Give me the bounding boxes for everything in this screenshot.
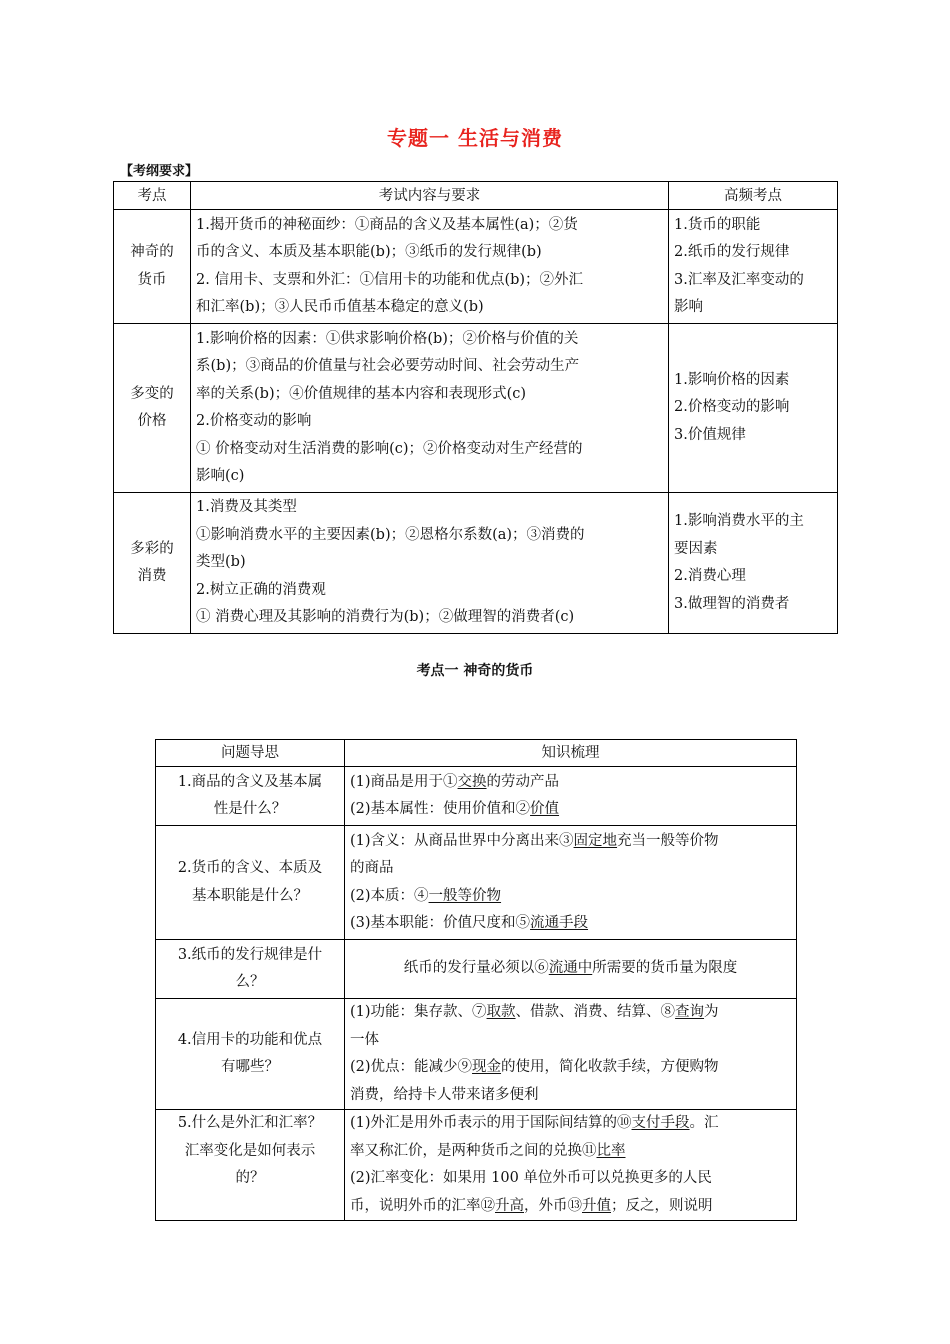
table-row [156, 1110, 797, 1221]
table-row [156, 940, 797, 999]
answer-blank: 查询 [675, 1004, 705, 1020]
table-header-row [156, 740, 797, 767]
header-content: 考试内容与要求 [191, 182, 669, 210]
hot-cell: 1.影响消费水平的主 要因素 2.消费心理 3.做理智的消费者 [669, 493, 838, 634]
header-knowledge: 知识梳理 [345, 740, 797, 767]
answer-blank: 现金 [472, 1059, 502, 1075]
requirements-label: 【考纲要求】 [120, 164, 199, 179]
answer-cell: (1)外汇是用外币表示的用于国际间结算的⑩支付手段。汇 率又称汇价，是两种货币之间的兑换⑪比率 (2)汇率变化：如果用 100 单位外币可以兑换更多的人民 币，说明外币的汇率⑫升高，外币⑬升值；反之，则说明 [345, 1110, 797, 1221]
content-cell: 1.影响价格的因素：①供求影响价格(b)；②价格与价值的关 系(b)；③商品的价值量与社会必要劳动时间、社会劳动生产 率的关系(b)；④价值规律的基本内容和表现形式(c) 2.价格变动的影响 ① 价格变动对生活消费的影响(c)；②价格变动对生产经营的 影响(c) [191, 324, 669, 493]
answer-blank: 支付手段 [631, 1115, 690, 1131]
answer-cell: 纸币的发行量必须以⑥流通中所需要的货币量为限度 [345, 940, 797, 999]
hot-cell: 1.影响价格的因素 2.价格变动的影响 3.价值规律 [669, 324, 838, 493]
header-topic: 考点 [114, 182, 191, 210]
table-row [114, 324, 838, 493]
hot-cell: 1.货币的职能 2.纸币的发行规律 3.汇率及汇率变动的 影响 [669, 210, 838, 324]
page-title: 专题一 生活与消费 [387, 126, 563, 150]
content-cell: 1.揭开货币的神秘面纱：①商品的含义及基本属性(a)；②货 币的含义、本质及基本职能(b)；③纸币的发行规律(b) 2. 信用卡、支票和外汇：①信用卡的功能和优点(b)；②外汇 和汇率(b)；③人民币币值基本稳定的意义(b) [191, 210, 669, 324]
answer-cell: (1)商品是用于①交换的劳动产品 (2)基本属性：使用价值和②价值 [345, 767, 797, 826]
question-cell: 4.信用卡的功能和优点 有哪些？ [156, 999, 345, 1110]
table-row [156, 826, 797, 940]
syllabus-table [113, 181, 838, 634]
question-cell: 2.货币的含义、本质及 基本职能是什么？ [156, 826, 345, 940]
answer-blank: 取款 [486, 1004, 516, 1020]
answer-blank: 一般等价物 [428, 887, 502, 904]
answer-blank: 价值 [530, 801, 560, 817]
question-cell: 1.商品的含义及基本属 性是什么？ [156, 767, 345, 826]
topic-cell: 多变的 价格 [114, 324, 191, 493]
question-cell: 5.什么是外汇和汇率？ 汇率变化是如何表示 的？ [156, 1110, 345, 1221]
topic-cell: 神奇的 货币 [114, 210, 191, 324]
knowledge-table [155, 739, 797, 1221]
header-question: 问题导思 [156, 740, 345, 767]
table-row [156, 999, 797, 1110]
answer-blank: 交换 [457, 773, 487, 790]
table-header-row [114, 182, 838, 210]
answer-blank: 固定地 [573, 832, 618, 849]
answer-cell: (1)含义：从商品世界中分离出来③固定地充当一般等价物 的商品 (2)本质：④一般等价物 (3)基本职能：价值尺度和⑤流通手段 [345, 826, 797, 940]
table-row [114, 493, 838, 634]
content-cell: 1.消费及其类型 ①影响消费水平的主要因素(b)；②恩格尔系数(a)；③消费的 类型(b) 2.树立正确的消费观 ① 消费心理及其影响的消费行为(b)；②做理智的消费者(c) [191, 493, 669, 634]
answer-blank: 流通手段 [530, 915, 589, 931]
answer-blank: 升值 [582, 1197, 611, 1214]
answer-cell: (1)功能：集存款、⑦取款、借款、消费、结算、⑧查询为 一体 (2)优点：能减少⑨现金的使用，简化收款手续，方便购物 消费，给持卡人带来诸多便利 [345, 999, 797, 1110]
answer-blank: 比率 [596, 1142, 626, 1159]
header-hot: 高频考点 [669, 182, 838, 210]
topic-cell: 多彩的 消费 [114, 493, 191, 634]
answer-blank: 流通中 [548, 960, 593, 977]
table-row [156, 767, 797, 826]
section-title: 考点一 神奇的货币 [416, 663, 534, 679]
question-cell: 3.纸币的发行规律是什 么？ [156, 940, 345, 999]
table-row [114, 210, 838, 324]
answer-blank: 升高 [495, 1197, 524, 1214]
